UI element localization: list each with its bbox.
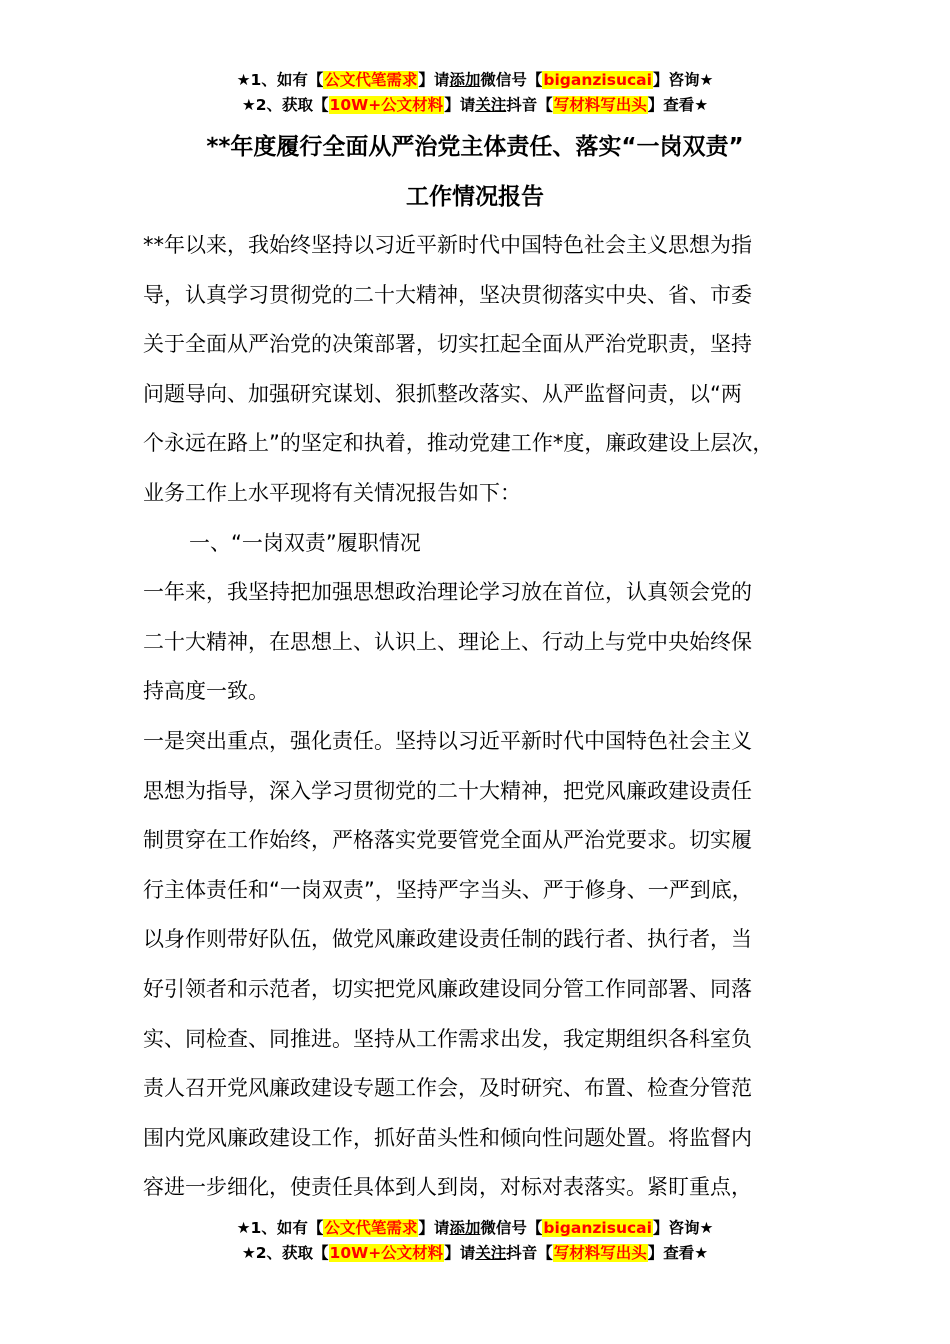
promo-text: 】咨询★ [652,1219,714,1237]
body-line: 思想为指导，深入学习贯彻党的二十大精神，把党风廉政建设责任 [143,778,752,803]
body-line: 一是突出重点，强化责任。坚持以习近平新时代中国特色社会主义 [143,728,752,753]
promo-line-1 [0,1216,950,1241]
document-title-line-1: **年度履行全面从严治党主体责任、落实“一岗双责” [206,134,744,160]
promo-text: ★1、如有【 [236,1219,324,1237]
body-line: 关于全面从严治党的决策部署，切实扛起全面从严治党职责，坚持 [143,332,752,357]
promo-text: 】查看★ [647,96,709,114]
body-line: 责人召开党风廉政建设专题工作会，及时研究、布置、检查分管范 [143,1076,752,1101]
promo-text: 微信号【 [480,71,543,89]
promo-highlight: 写材料写出头 [553,1244,647,1262]
body-line: 好引领者和示范者，切实把党风廉政建设同分管工作同部署、同落 [143,976,752,1001]
promo-highlight: biganzisucai [543,71,652,89]
promo-underline: 关注 [475,1244,507,1262]
body-line: 二十大精神，在思想上、认识上、理论上、行动上与党中央始终保 [143,629,752,654]
body-line: 持高度一致。 [143,679,269,704]
promo-highlight: 公文代笔需求 [324,1219,418,1237]
document-body [143,221,843,1213]
document-title-line-2: 工作情况报告 [406,184,544,210]
promo-line-1 [0,68,950,93]
promo-text: 】请 [418,1219,450,1237]
body-line: 问题导向、加强研究谋划、狠抓整改落实、从严监督问责，以“两 [143,381,742,406]
promo-highlight: 10W+公文材料 [329,96,444,114]
body-line: 导，认真学习贯彻党的二十大精神，坚决贯彻落实中央、省、市委 [143,282,752,307]
promo-text: 微信号【 [480,1219,543,1237]
body-line: 容进一步细化，使责任具体到人到岗，对标对表落实。紧盯重点， [143,1175,752,1200]
body-line: 以身作则带好队伍，做党风廉政建设责任制的践行者、执行者，当 [143,927,752,952]
promo-text: ★1、如有【 [236,71,324,89]
section-heading: 一、“一岗双责”履职情况 [189,530,421,555]
body-line: 行主体责任和“一岗双责”，坚持严字当头、严于修身、一严到底， [143,877,753,902]
body-line: 制贯穿在工作始终，严格落实党要管党全面从严治党要求。切实履 [143,828,752,853]
body-line: 围内党风廉政建设工作，抓好苗头性和倾向性问题处置。将监督内 [143,1125,752,1150]
promo-text: 】请 [418,71,450,89]
promo-underline: 添加 [449,1219,481,1237]
promo-text: 】请 [444,96,476,114]
body-line: 实、同检查、同推进。坚持从工作需求出发，我定期组织各科室负 [143,1026,752,1051]
body-line: 个永远在路上”的坚定和执着，推动党建工作*度，廉政建设上层次， [143,431,774,456]
promo-highlight: biganzisucai [543,1219,652,1237]
promo-underline: 添加 [449,71,481,89]
promo-line-2 [0,1241,950,1266]
promo-text: 抖音【 [506,1244,553,1262]
promo-text: 】咨询★ [652,71,714,89]
promo-text: ★2、获取【 [241,1244,329,1262]
body-line: 业务工作上水平现将有关情况报告如下： [143,480,521,505]
promo-banner-top [0,68,950,118]
promo-text: 抖音【 [506,96,553,114]
body-line: **年以来，我始终坚持以习近平新时代中国特色社会主义思想为指 [143,233,752,257]
promo-text: ★2、获取【 [241,96,329,114]
promo-underline: 关注 [475,96,507,114]
promo-line-2 [0,93,950,118]
body-line: 一年来，我坚持把加强思想政治理论学习放在首位，认真领会党的 [143,580,752,605]
promo-highlight: 10W+公文材料 [329,1244,444,1262]
promo-highlight: 公文代笔需求 [324,71,418,89]
promo-text: 】请 [444,1244,476,1262]
promo-banner-bottom [0,1216,950,1266]
promo-text: 】查看★ [647,1244,709,1262]
promo-highlight: 写材料写出头 [553,96,647,114]
